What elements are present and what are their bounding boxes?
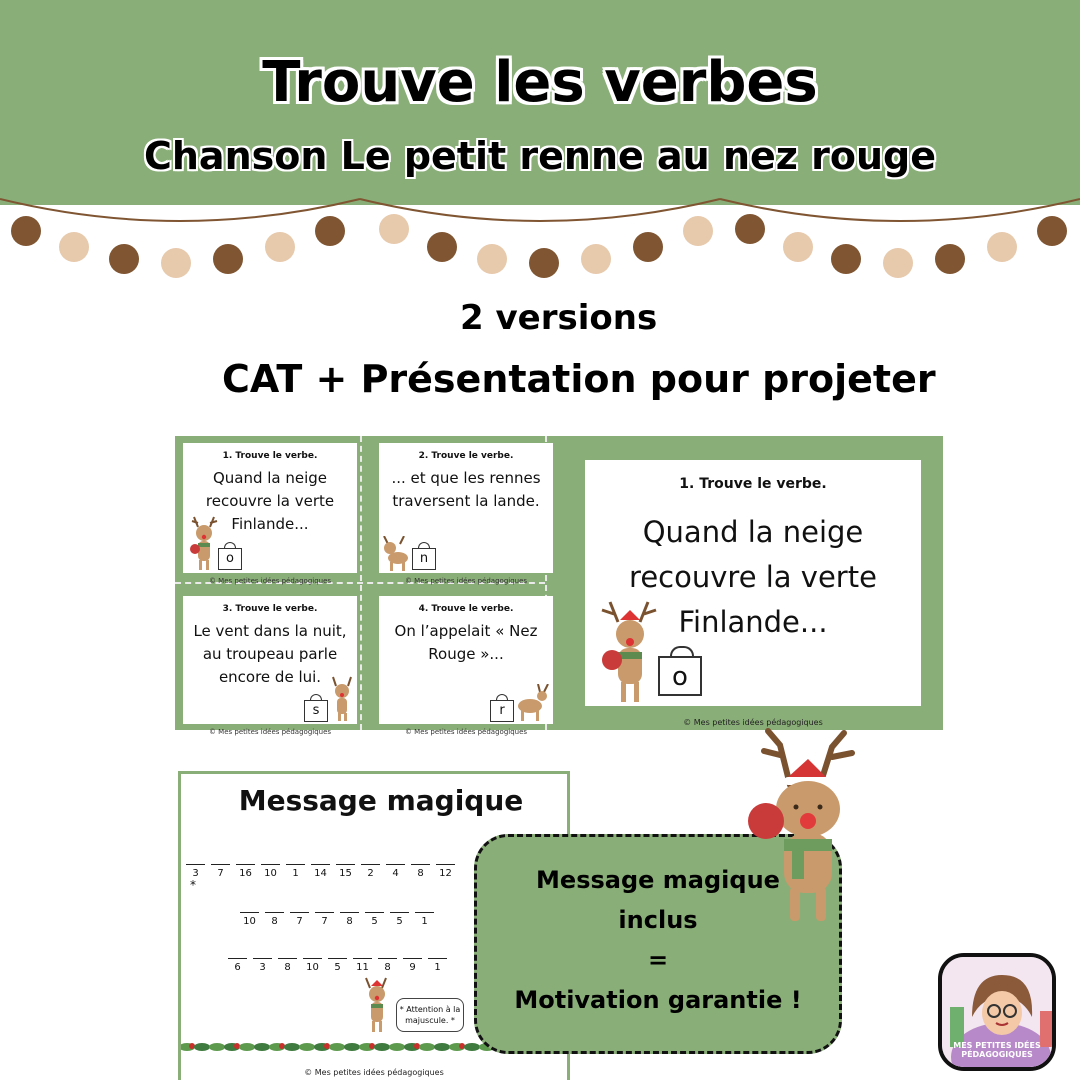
card-title: 3. Trouve le verbe. xyxy=(222,604,318,614)
star-marker: * xyxy=(190,878,196,892)
page-title: Trouve les verbes xyxy=(262,50,818,115)
callout-line-3: = xyxy=(647,946,669,974)
code-slot: 7 xyxy=(290,912,309,927)
gift-letter-box: o xyxy=(658,656,702,696)
card-copyright: © Mes petites idées pédagogiques xyxy=(208,577,332,585)
card-title: 2. Trouve le verbe. xyxy=(418,451,514,461)
holly-berry xyxy=(324,1043,330,1049)
card-text: Le vent dans la nuit, au troupeau parle encore de lui. xyxy=(193,622,347,686)
holly-leaf xyxy=(299,1043,315,1051)
holly-berry xyxy=(414,1043,420,1049)
garland-bead xyxy=(529,248,559,278)
callout-line-4: Motivation garantie ! xyxy=(514,986,802,1014)
code-slot: 12 xyxy=(436,864,455,879)
slide-title: 1. Trouve le verbe. xyxy=(679,476,827,492)
garland-bead xyxy=(427,232,457,262)
brand-logo xyxy=(938,953,1056,1071)
holly-leaf xyxy=(209,1043,225,1051)
garland-bead xyxy=(683,216,713,246)
code-slot: 6 xyxy=(228,958,247,973)
holly-leaf xyxy=(284,1043,300,1051)
code-slot: 7 xyxy=(211,864,230,879)
code-slot: 1 xyxy=(415,912,434,927)
holly-leaf xyxy=(344,1043,360,1051)
garland-bead xyxy=(935,244,965,274)
code-slot: 8 xyxy=(278,958,297,973)
garland-bead xyxy=(1037,216,1067,246)
garland-bead xyxy=(735,214,765,244)
holly-leaf xyxy=(374,1043,390,1051)
gift-letter-box: n xyxy=(412,548,436,570)
callout-line-2: inclus xyxy=(618,906,698,934)
reindeer-icon xyxy=(380,536,410,572)
code-slot: 16 xyxy=(236,864,255,879)
gift-letter-box: r xyxy=(490,700,514,722)
slide-text: Quand la neige recouvre la verte Finlande... xyxy=(629,515,877,639)
reindeer-icon xyxy=(362,976,392,1034)
holly-berry xyxy=(459,1043,465,1049)
code-slot: 7 xyxy=(315,912,334,927)
code-slot: 8 xyxy=(340,912,359,927)
holly-leaf xyxy=(254,1043,270,1051)
card-copyright: © Mes petites idées pédagogiques xyxy=(208,728,332,736)
code-slot: 2 xyxy=(361,864,380,879)
code-slot: 4 xyxy=(386,864,405,879)
holly-leaf xyxy=(434,1043,450,1051)
holly-berry xyxy=(279,1043,285,1049)
slide-copyright: © Mes petites idées pédagogiques xyxy=(683,718,823,727)
holly-leaf xyxy=(239,1043,255,1051)
holly-leaf xyxy=(329,1043,345,1051)
garland-bead xyxy=(783,232,813,262)
reindeer-illustration xyxy=(740,725,870,925)
holly-leaf xyxy=(389,1043,405,1051)
reindeer-icon xyxy=(600,600,660,704)
code-slot: 10 xyxy=(303,958,322,973)
cards-preview-sheet xyxy=(175,436,943,736)
holly-berry xyxy=(189,1043,195,1049)
garland-bead xyxy=(633,232,663,262)
holly-leaf xyxy=(464,1043,480,1051)
code-slot: 5 xyxy=(328,958,347,973)
holly-berry xyxy=(234,1043,240,1049)
code-slot: 10 xyxy=(240,912,259,927)
callout-line-1: Message magique xyxy=(536,866,780,894)
code-slot: 8 xyxy=(411,864,430,879)
code-slot: 5 xyxy=(390,912,409,927)
card-title: 1. Trouve le verbe. xyxy=(222,451,318,461)
code-slot: 11 xyxy=(353,958,372,973)
code-slot: 9 xyxy=(403,958,422,973)
garland-bead xyxy=(213,244,243,274)
page-subtitle: Chanson Le petit renne au nez rouge xyxy=(143,134,936,178)
card-text: ... et que les rennes traversent la lande. xyxy=(391,469,541,510)
code-slot: 5 xyxy=(365,912,384,927)
reindeer-icon xyxy=(330,676,354,722)
holly-leaf xyxy=(419,1043,435,1051)
garland-bead xyxy=(477,244,507,274)
code-slot: 15 xyxy=(336,864,355,879)
logo-text: MES PETITES IDÉES PÉDAGOGIQUES xyxy=(953,1041,1041,1059)
garland-bead xyxy=(315,216,345,246)
gift-letter-box: s xyxy=(304,700,328,722)
versions-label: 2 versions xyxy=(460,298,658,338)
code-slot: 8 xyxy=(378,958,397,973)
code-slot: 10 xyxy=(261,864,280,879)
garland-bead xyxy=(987,232,1017,262)
garland-bead xyxy=(11,216,41,246)
format-label: CAT + Présentation pour projeter xyxy=(222,357,936,401)
card-copyright: © Mes petites idées pédagogiques xyxy=(404,728,528,736)
code-slot: 1 xyxy=(286,864,305,879)
code-slot: 3 xyxy=(186,864,205,879)
garland-bead xyxy=(59,232,89,262)
code-slot: 8 xyxy=(265,912,284,927)
sheet-copyright: © Mes petites idées pédagogiques xyxy=(304,1068,444,1077)
holly-berry xyxy=(369,1043,375,1049)
gift-letter-box: o xyxy=(218,548,242,570)
garland-decoration xyxy=(0,195,1080,285)
code-slot: 1 xyxy=(428,958,447,973)
garland-bead xyxy=(379,214,409,244)
code-row-3 xyxy=(228,958,447,973)
reindeer-icon xyxy=(516,684,550,722)
card-text: On l’appelait « Nez Rouge »... xyxy=(394,622,538,663)
code-row-1 xyxy=(186,864,455,879)
cut-line xyxy=(360,436,362,730)
card-text: Quand la neige recouvre la verte Finlande... xyxy=(205,469,335,533)
reindeer-icon xyxy=(190,515,220,571)
garland-bead xyxy=(581,244,611,274)
garland-bead xyxy=(161,248,191,278)
magic-message-title: Message magique xyxy=(238,784,524,817)
code-row-2 xyxy=(240,912,434,927)
garland-bead xyxy=(883,248,913,278)
code-slot: 3 xyxy=(253,958,272,973)
holly-leaf xyxy=(194,1043,210,1051)
card-copyright: © Mes petites idées pédagogiques xyxy=(404,577,528,585)
speech-bubble: * Attention à la majuscule. * xyxy=(396,998,464,1032)
code-slot: 14 xyxy=(311,864,330,879)
card-title: 4. Trouve le verbe. xyxy=(418,604,514,614)
garland-bead xyxy=(265,232,295,262)
garland-bead xyxy=(831,244,861,274)
garland-bead xyxy=(109,244,139,274)
